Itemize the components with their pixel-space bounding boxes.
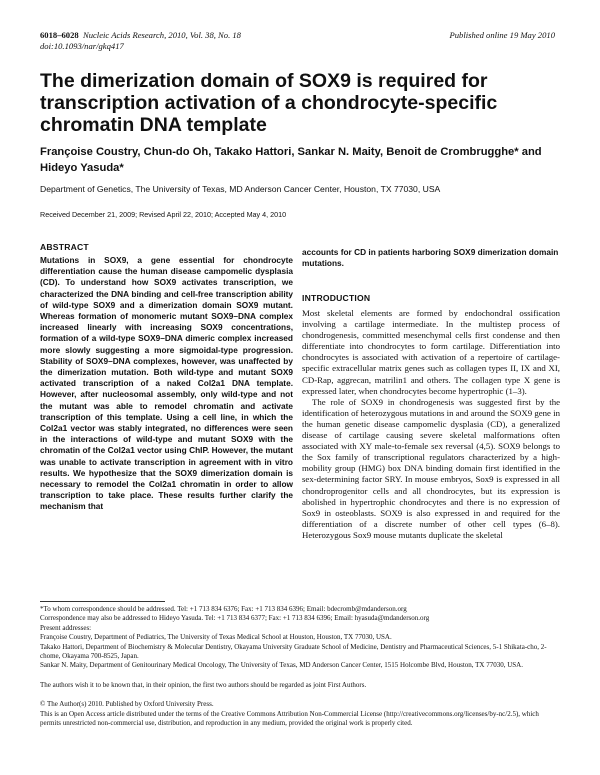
header-left bbox=[40, 30, 241, 52]
correspondence-2: Correspondence may also be addressed to Hideyo Yasuda. Tel: +1 713 834 6377; Fax: +1 713 834 6396; Email: hyasuda@mdanderson.org bbox=[40, 614, 430, 623]
correspondence-1: *To whom correspondence should be addressed. Tel: +1 713 834 6376; Fax: +1 713 834 6396; Email: bdecromb@mdanderson.org bbox=[40, 605, 407, 613]
page-range: 6018–6028 bbox=[40, 30, 79, 40]
intro-paragraph-1: Most skeletal elements are formed by endochondral ossification involving a cartilage intermediate. In the multistep process of chondrogenesis, committed mesenchymal cells first condense and then differentiate into chondrocytes to form cartilage. Differentiation into chondrocytes is associated with activation of a repertoire of cartilage-specific extracellular matrix genes such as collagen types II, IX and XI, CD-Rap, aggrecan, matrilin1 and others. The collagen type X gene is expressed later, when chondrocytes become hypertrophic (1–3). bbox=[302, 308, 560, 396]
introduction-heading: INTRODUCTION bbox=[302, 293, 371, 303]
copyright-line: © The Author(s) 2010. Published by Oxford University Press. bbox=[40, 700, 214, 709]
joint-authors-note: The authors wish it to be known that, in their opinion, the first two authors should be regarded as joint First Authors. bbox=[40, 680, 367, 689]
published-date: Published online 19 May 2010 bbox=[449, 30, 555, 40]
doi: doi:10.1093/nar/gkq417 bbox=[40, 41, 124, 51]
footnotes bbox=[40, 605, 560, 728]
present-addresses-label: Present addresses: bbox=[40, 623, 92, 632]
introduction-body bbox=[302, 308, 560, 541]
affiliation: Department of Genetics, The University of Texas, MD Anderson Cancer Center, Houston, TX 77030, USA bbox=[40, 184, 441, 194]
article-title: The dimerization domain of SOX9 is required for transcription activation of a chondrocyte-specific chromatin DNA template bbox=[40, 70, 498, 136]
author-list: Françoise Coustry, Chun-do Oh, Takako Hattori, Sankar N. Maity, Benoit de Crombrugghe* and Hideyo Yasuda* bbox=[40, 146, 542, 174]
present-address-2: Takako Hattori, Department of Biochemistry & Molecular Dentistry, Okayama University Graduate School of Medicine, Dentistry and Pharmaceutical Sciences, 5-1 Shikata-cho, 2-chome, Okayama 700-8525, Japan. bbox=[40, 642, 547, 661]
publication-dates: Received December 21, 2009; Revised April 22, 2010; Accepted May 4, 2010 bbox=[40, 210, 287, 219]
present-address-1: Françoise Coustry, Department of Pediatrics, The University of Texas Medical School at Houston, Houston, TX 77030, USA. bbox=[40, 633, 392, 642]
abstract-text: Mutations in SOX9, a gene essential for chondrocyte differentiation cause the human disease campomelic dysplasia (CD). To understand how SOX9 activates transcription, we characterized the DNA binding and cell-free transcription ability of wild-type SOX9 and a dimerization domain SOX9 mutant. Whereas formation of monomeric mutant SOX9–DNA complex increased linearly with increasing SOX9 concentrations, formation of a wild-type SOX9–DNA dimeric complex increased more slowly suggesting a more sigmoidal-type progression. Stability of SOX9–DNA complexes, however, was unaffected by the dimerization mutation. Both wild-type and mutant SOX9 activated transcription of a naked Col2a1 DNA template. However, after nucleosomal assembly, only wild-type and not the mutant was able to remodel chromatin and activate transcription of this template. Using a cell line, in which the Col2a1 vector was stably integrated, no differences were seen in the interactions of wild-type and mutant SOX9 with the chromatin of the Col2a1 vector using ChIP. However, the mutant was unable to activate transcription in agreement with in vitro results. We hypothesize that the SOX9 dimerization domain is necessary to remodel the Col2a1 chromatin in order to allow transcription to take place. These results further clarify the mechanism that bbox=[40, 255, 293, 512]
footnote-rule bbox=[40, 601, 165, 602]
license-text: This is an Open Access article distributed under the terms of the Creative Commons Attribution Non-Commercial License (http://creativecommons.org/licenses/by-nc/2.5), which permits unrestricted non-commercial use, distribution, and reproduction in any medium, provided the original work is properly cited. bbox=[40, 709, 539, 728]
journal-citation: Nucleic Acids Research, 2010, Vol. 38, No. 18 bbox=[82, 30, 241, 40]
abstract-continued: accounts for CD in patients harboring SOX9 dimerization domain mutations. bbox=[302, 247, 559, 269]
present-address-3: Sankar N. Maity, Department of Genitourinary Medical Oncology, The University of Texas, MD Anderson Cancer Center, 1515 Holcombe Blvd, Houston, TX 77030, USA. bbox=[40, 661, 523, 670]
intro-paragraph-2: The role of SOX9 in chondrogenesis was suggested first by the identification of heterozygous mutations in and around the SOX9 gene in the human genetic disease campomelic dysplasia (CD), a generalized disease of cartilage causing severe skeletal malformations often associated with XY male-to-female sex reversal (4,5). SOX9 belongs to the Sox family of transcriptional regulators characterized by a high-mobility group (HMG) box DNA binding domain first identified in the sex-determining factor SRY. In mouse embryos, Sox9 is expressed in all chondroprogenitor cells and all chondrocytes, but its expression is abolished in hypertrophic chondrocytes and there is no expression of Sox9 in osteoblasts. SOX9 is also expressed in and required for the differentiation of a discrete number of other cell types (6–8). Heterozygous Sox9 mouse mutants duplicate the skeletal bbox=[302, 396, 560, 540]
abstract-heading: ABSTRACT bbox=[40, 242, 89, 252]
